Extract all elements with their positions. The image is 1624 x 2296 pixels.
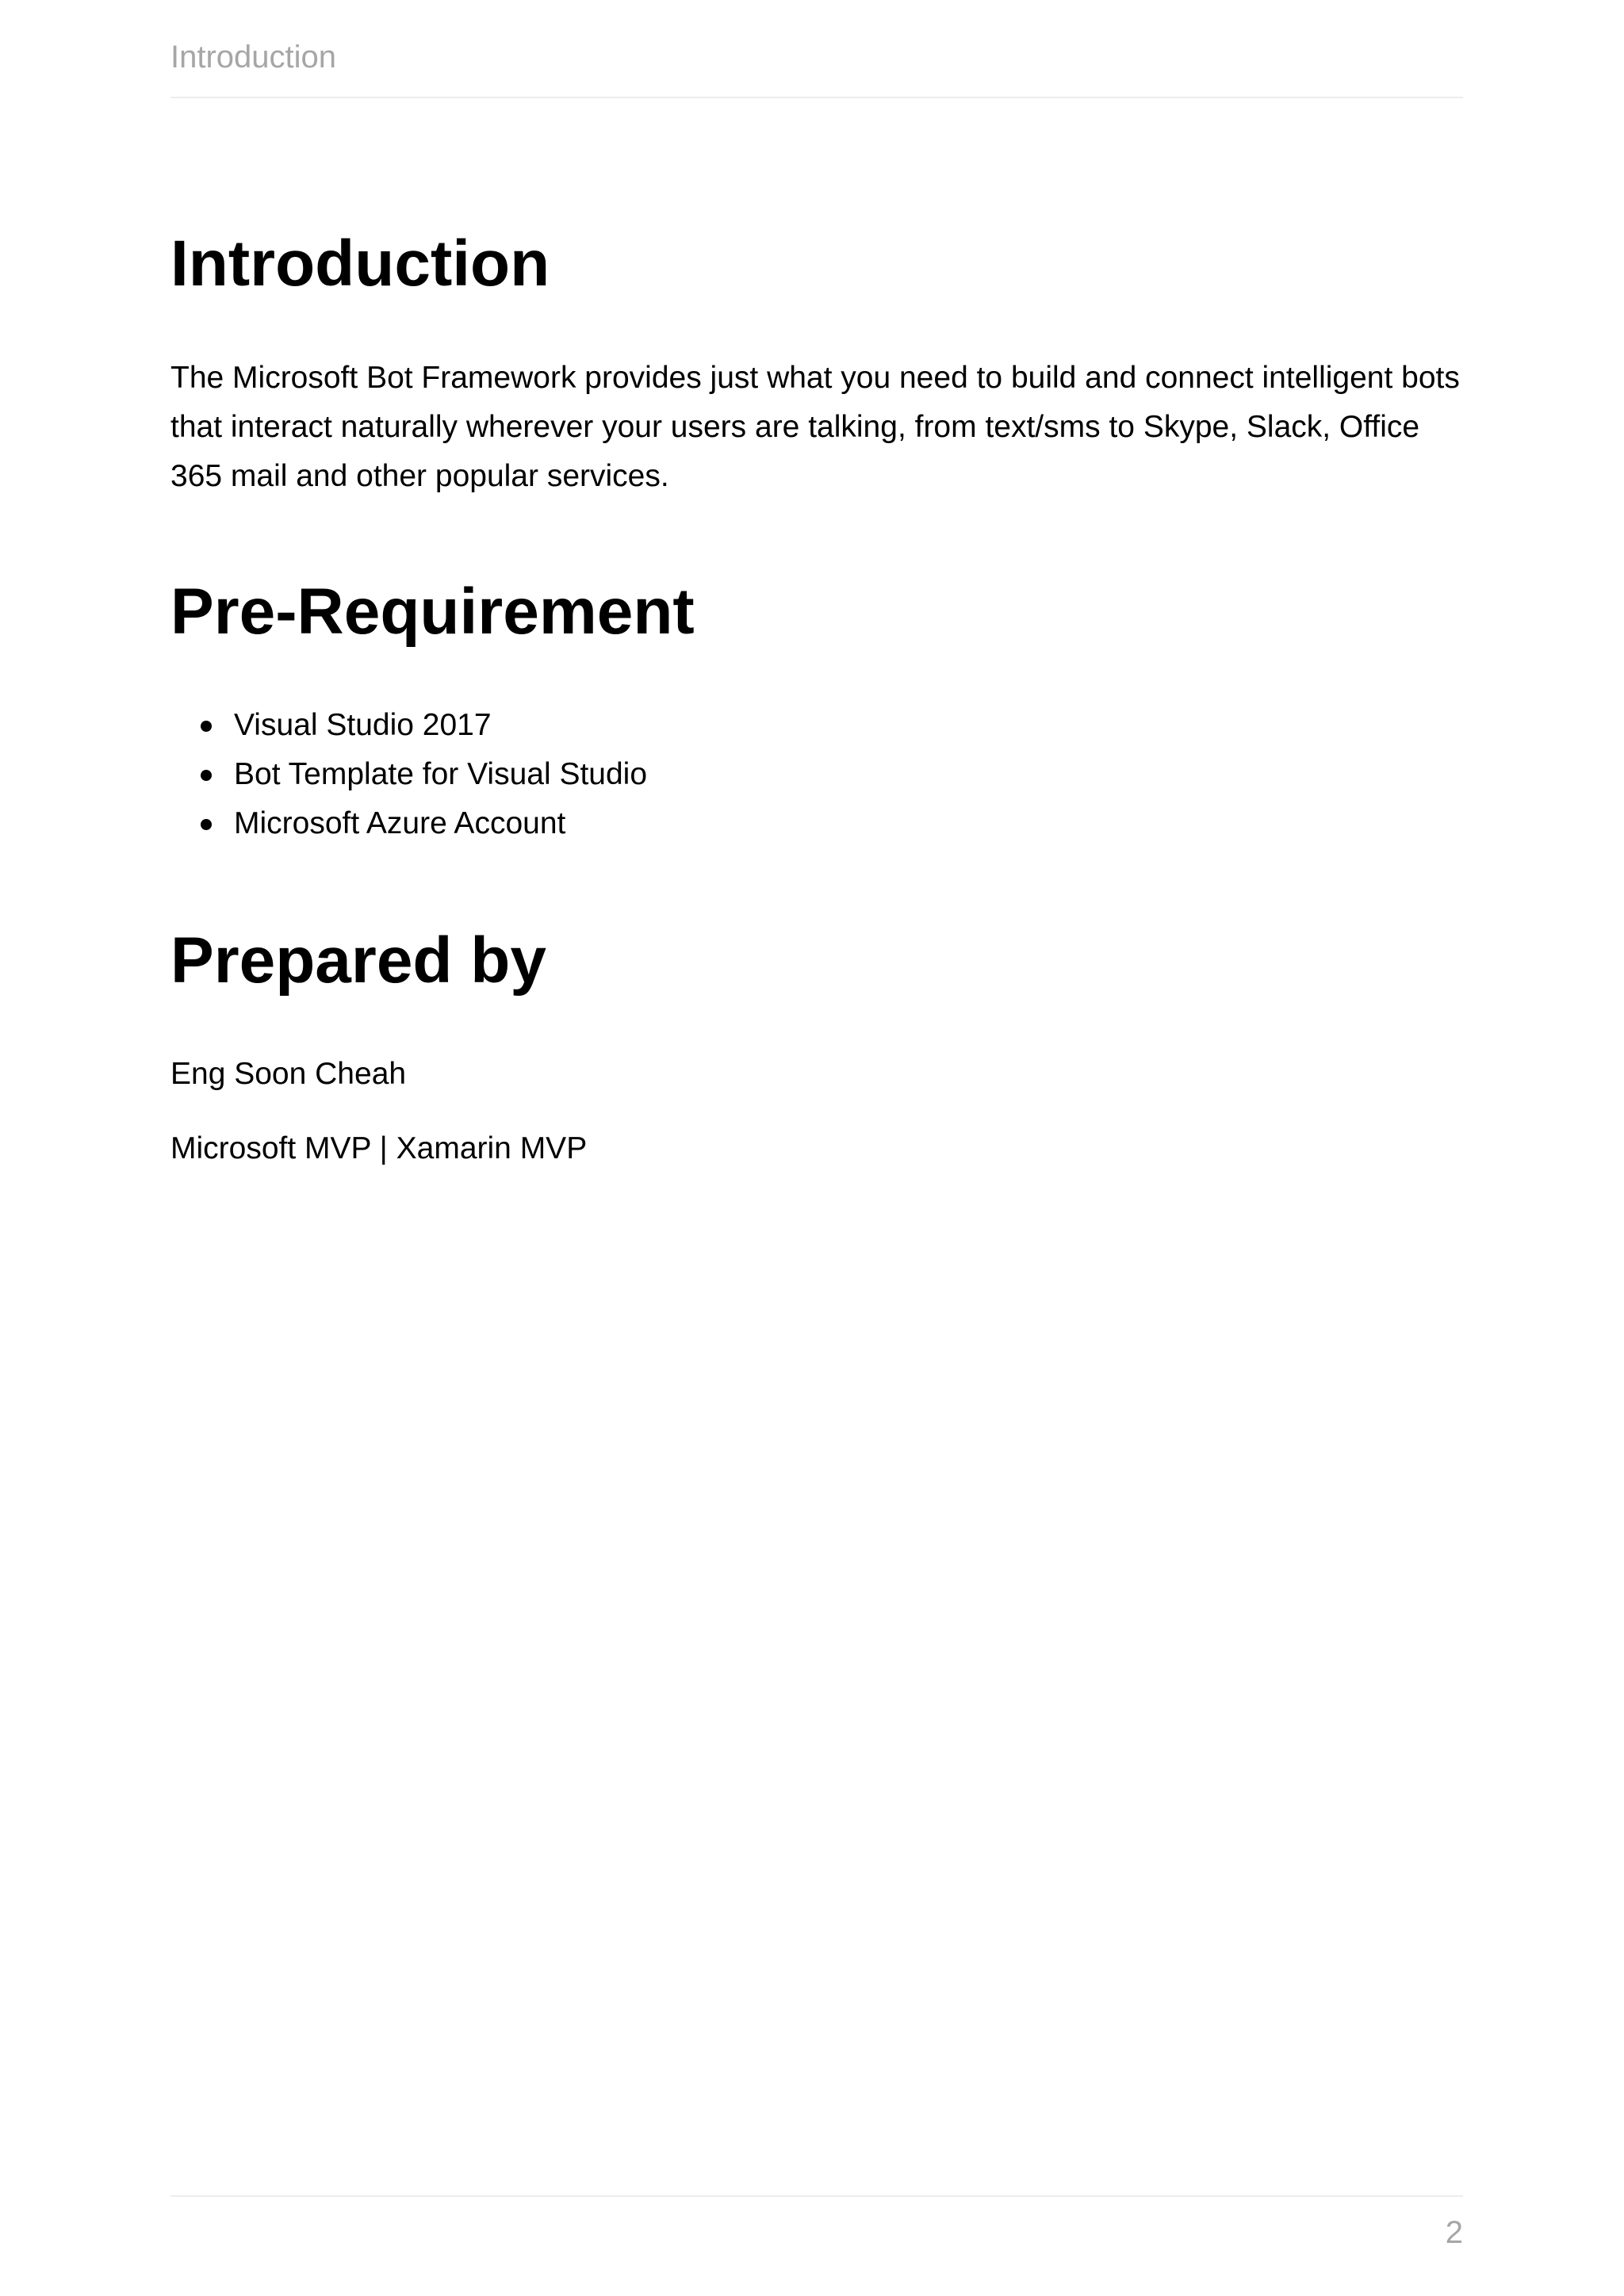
list-item [170,750,647,799]
running-header: Introduction [170,40,337,75]
list-item-label: Bot Template for Visual Studio [234,757,648,791]
introduction-paragraph: The Microsoft Bot Framework provides just what you need to build and connect intelligent bots that interact naturally wherever your users are talking, from text/sms to Skype, Slack, Office 365 mail and other popular services. [170,361,1460,493]
author-credentials: Microsoft MVP | Xamarin MVP [170,1131,588,1165]
list-item-label: Microsoft Azure Account [234,806,566,840]
footer-divider [170,2195,1463,2197]
list-item [170,799,647,848]
requirements-list [170,701,647,848]
prepared-by-heading: Prepared by [170,924,546,997]
author-name: Eng Soon Cheah [170,1057,407,1091]
header-divider [170,97,1463,98]
introduction-heading: Introduction [170,228,550,300]
bullet-icon [201,819,212,830]
list-item-label: Visual Studio 2017 [234,708,492,742]
bullet-icon [201,721,212,732]
bullet-icon [201,770,212,781]
list-item [170,701,647,750]
page-number: 2 [1445,2215,1463,2250]
pre-requirement-heading: Pre-Requirement [170,576,695,648]
